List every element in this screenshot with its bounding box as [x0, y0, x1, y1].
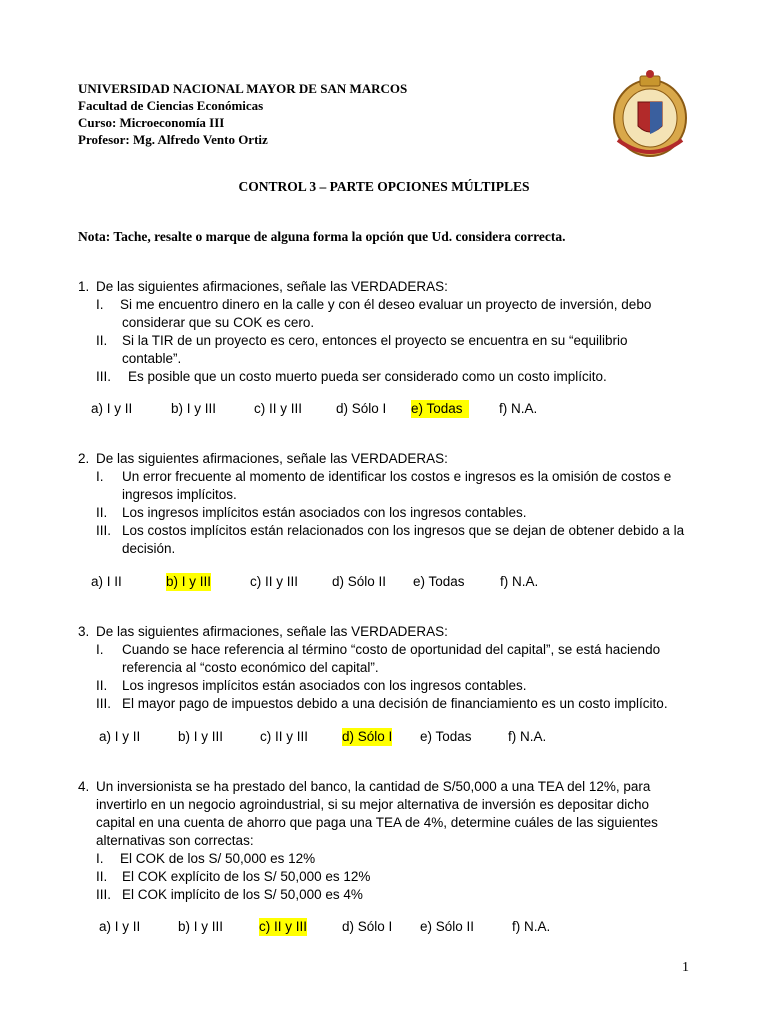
option-c-selected[interactable]: c) II y III	[259, 919, 308, 934]
question-number: 3.	[78, 624, 90, 639]
statement-text: Un error frecuente al momento de identificar los costos e ingresos es la omisión de costos e	[122, 469, 672, 484]
option-a[interactable]: a) I y II	[91, 401, 133, 416]
statement-text: ingresos implícitos.	[122, 487, 237, 502]
statement-text: Cuando se hace referencia al término “costo de oportunidad del capital”, se está haciendo	[122, 642, 661, 657]
option-a[interactable]: a) I y II	[99, 919, 141, 934]
statement-number: III.	[96, 696, 112, 711]
option-d[interactable]: d) Sólo II	[332, 574, 387, 589]
option-b[interactable]: b) I y III	[178, 729, 224, 744]
statement-number: I.	[96, 469, 104, 484]
university-seal-logo	[610, 68, 690, 160]
statement-number: III.	[96, 887, 112, 902]
question-number: 1.	[78, 279, 90, 294]
statement-text: El mayor pago de impuestos debido a una decisión de financiamiento es un costo implícito.	[122, 696, 668, 711]
statement-number: II.	[96, 505, 108, 520]
option-d[interactable]: d) Sólo I	[336, 401, 387, 416]
professor-name: Profesor: Mg. Alfredo Vento Ortiz	[78, 132, 268, 147]
option-e[interactable]: e) Todas	[420, 729, 472, 744]
option-c[interactable]: c) II y III	[254, 401, 303, 416]
question-stem: De las siguientes afirmaciones, señale las VERDADERAS:	[96, 451, 448, 466]
option-e-selected[interactable]: e) Todas	[411, 400, 469, 418]
option-f[interactable]: f) N.A.	[508, 729, 547, 744]
statement-number: III.	[96, 369, 112, 384]
instructions-note: Nota: Tache, resalte o marque de alguna forma la opción que Ud. considera correcta.	[78, 229, 566, 244]
option-f[interactable]: f) N.A.	[512, 919, 551, 934]
question-stem: De las siguientes afirmaciones, señale las VERDADERAS:	[96, 279, 448, 294]
option-a[interactable]: a) I y II	[99, 729, 141, 744]
statement-text: considerar que su COK es cero.	[122, 315, 315, 330]
statement-text: decisión.	[122, 541, 176, 556]
question-stem: capital en una cuenta de ahorro que paga una TEA de 4%, determine cuáles de las siguientes	[96, 815, 658, 830]
page-number: 1	[682, 960, 689, 975]
statement-text: Si la TIR de un proyecto es cero, entonces el proyecto se encuentra en su “equilibrio	[122, 333, 628, 348]
question-stem: De las siguientes afirmaciones, señale las VERDADERAS:	[96, 624, 448, 639]
option-f[interactable]: f) N.A.	[499, 401, 538, 416]
option-b[interactable]: b) I y III	[171, 401, 217, 416]
statement-text: contable”.	[122, 351, 182, 366]
option-b[interactable]: b) I y III	[178, 919, 224, 934]
statement-text: Los costos implícitos están relacionados con los ingresos que se dejan de obtener debido a la	[122, 523, 685, 538]
question-stem: invertirlo en un negocio agroindustrial, si su mejor alternativa de inversión es depositar dicho	[96, 797, 650, 812]
option-b-selected[interactable]: b) I y III	[166, 574, 212, 589]
statement-number: I.	[96, 851, 104, 866]
question-stem: Un inversionista se ha prestado del banco, la cantidad de S/50,000 a una TEA del 12%, para	[96, 779, 651, 794]
statement-text: Los ingresos implícitos están asociados con los ingresos contables.	[122, 678, 527, 693]
option-f[interactable]: f) N.A.	[500, 574, 539, 589]
statement-text: Los ingresos implícitos están asociados con los ingresos contables.	[122, 505, 527, 520]
faculty-name: Facultad de Ciencias Económicas	[78, 98, 264, 113]
exam-title: CONTROL 3 – PARTE OPCIONES MÚLTIPLES	[238, 179, 530, 194]
question-number: 2.	[78, 451, 90, 466]
statement-number: II.	[96, 333, 108, 348]
statement-text: Si me encuentro dinero en la calle y con él deseo evaluar un proyecto de inversión, debo	[120, 297, 652, 312]
option-c[interactable]: c) II y III	[250, 574, 299, 589]
option-a[interactable]: a) I II	[91, 574, 122, 589]
statement-text: referencia al “costo económico del capital”.	[122, 660, 379, 675]
statement-number: I.	[96, 642, 104, 657]
statement-text: El COK implícito de los S/ 50,000 es 4%	[122, 887, 363, 902]
option-e[interactable]: e) Sólo II	[420, 919, 475, 934]
option-c[interactable]: c) II y III	[260, 729, 309, 744]
statement-text: Es posible que un costo muerto pueda ser considerado como un costo implícito.	[128, 369, 607, 384]
statement-text: El COK de los S/ 50,000 es 12%	[120, 851, 316, 866]
statement-number: III.	[96, 523, 112, 538]
statement-number: II.	[96, 869, 108, 884]
option-d[interactable]: d) Sólo I	[342, 919, 393, 934]
university-name: UNIVERSIDAD NACIONAL MAYOR DE SAN MARCOS	[78, 81, 408, 96]
statement-number: II.	[96, 678, 108, 693]
statement-text: El COK explícito de los S/ 50,000 es 12%	[122, 869, 371, 884]
course-name: Curso: Microeconomía III	[78, 115, 225, 130]
statement-number: I.	[96, 297, 104, 312]
question-number: 4.	[78, 779, 90, 794]
question-stem: alternativas son correctas:	[96, 833, 254, 848]
option-e[interactable]: e) Todas	[413, 574, 465, 589]
option-d-selected[interactable]: d) Sólo I	[342, 729, 393, 744]
